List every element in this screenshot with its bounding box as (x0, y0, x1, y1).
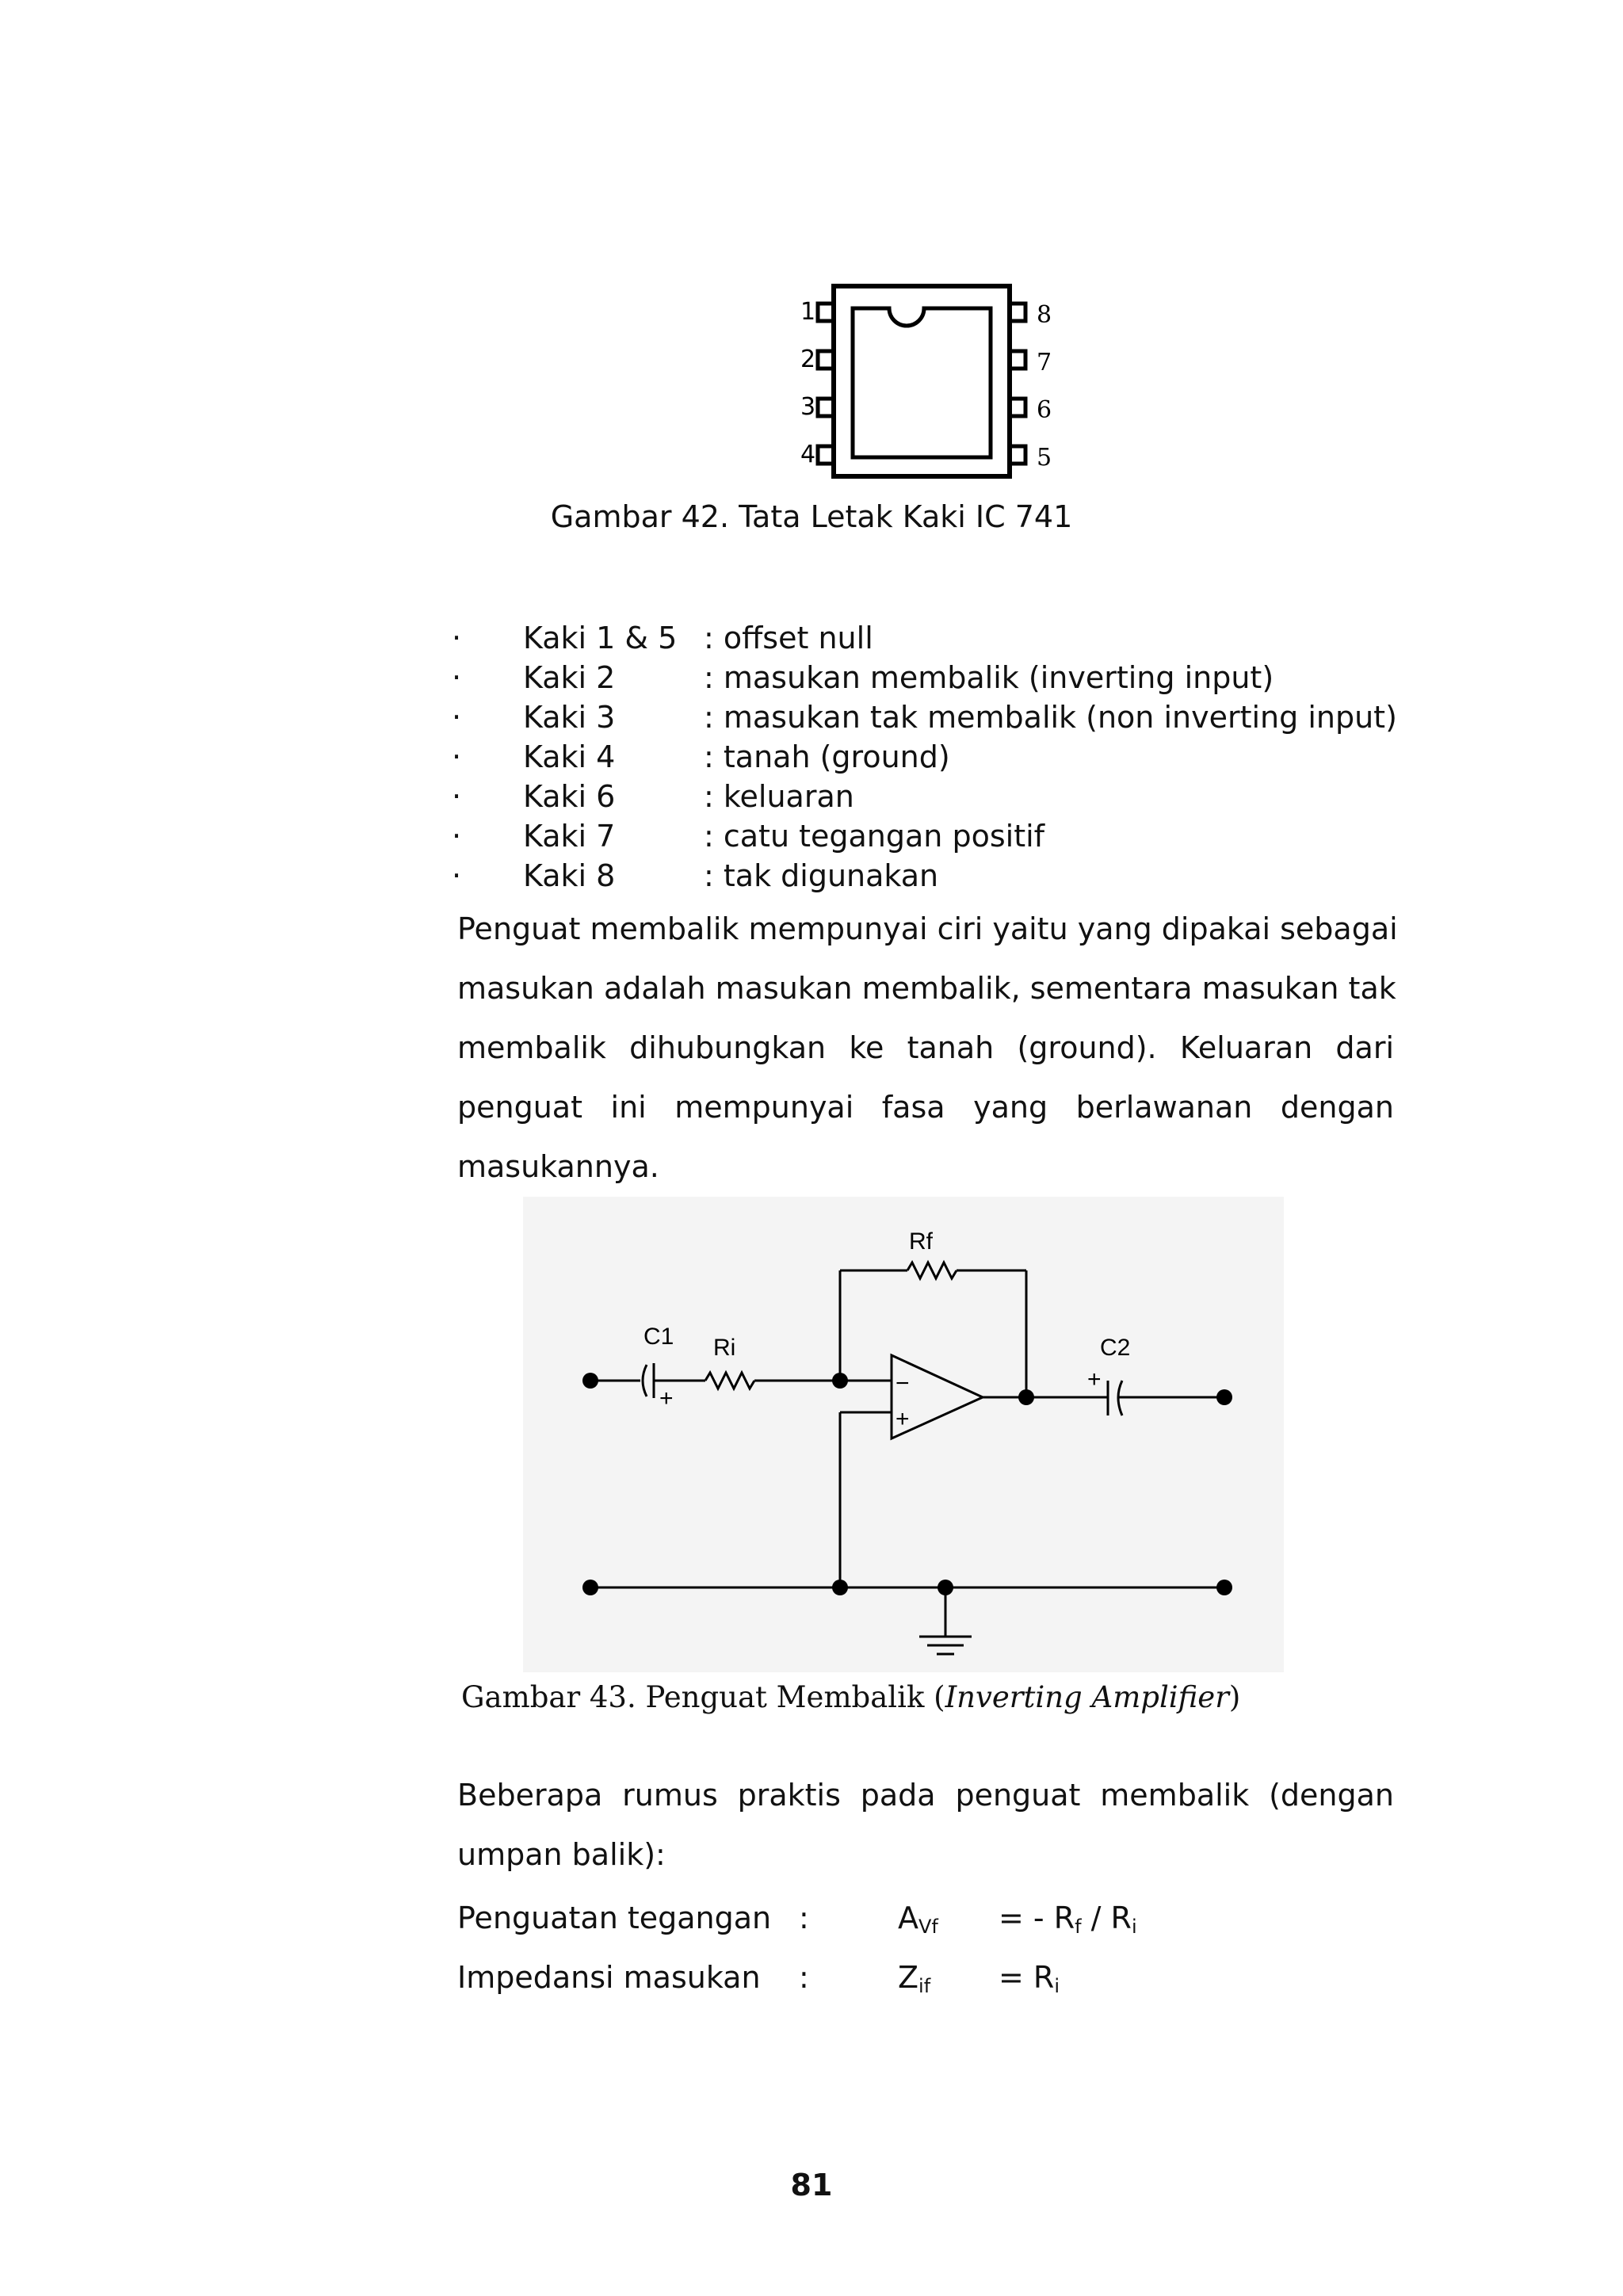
pin-label: Kaki 3 (523, 700, 616, 735)
formula-expression (999, 1898, 1137, 1946)
formula-symbol (898, 1958, 930, 2006)
pin-number-5: 5 (1037, 444, 1052, 472)
paragraph-line: umpan balik): (457, 1837, 666, 1872)
node-dot (832, 1580, 848, 1595)
bullet: · (452, 700, 462, 735)
inverting-amplifier-circuit (523, 1197, 1284, 1672)
pin-label: Kaki 6 (523, 779, 616, 814)
expr-subscript: f (1075, 1916, 1082, 1938)
pin-label: Kaki 7 (523, 819, 616, 854)
paragraph-formula-intro (457, 1766, 1394, 1885)
label-rf: Rf (909, 1228, 933, 1255)
caption-suffix: ) (1228, 1680, 1241, 1714)
formula-colon: : (799, 1960, 809, 1995)
pin-description: : masukan membalik (inverting input) (704, 660, 1274, 695)
pin-number-6: 6 (1037, 396, 1052, 424)
figure-43-caption (461, 1680, 1240, 1714)
node-dot (938, 1580, 953, 1595)
label-c1: C1 (643, 1324, 674, 1350)
label-c2-polarity: + (1087, 1366, 1102, 1392)
paragraph-line: Penguat membalik mempunyai ciri yaitu yang dipakai sebagai (457, 911, 1398, 946)
node-dot (1018, 1389, 1034, 1405)
caption-italic: Inverting Amplifier (945, 1680, 1229, 1714)
formula-label: Penguatan tegangan (457, 1901, 772, 1935)
expr-subscript: i (1054, 1975, 1060, 1997)
pin-number-4: 4 (800, 441, 816, 468)
pin-description: : masukan tak membalik (non inverting input) (704, 700, 1397, 735)
pin-number-1: 1 (800, 298, 816, 326)
formula-colon: : (799, 1901, 809, 1935)
formula-expression (999, 1958, 1060, 2006)
output-terminal (1216, 1389, 1232, 1405)
expr-part: / R (1081, 1901, 1132, 1935)
pin-number-2: 2 (800, 346, 816, 373)
pin-label: Kaki 1 & 5 (523, 621, 678, 655)
expr-part: = - R (999, 1901, 1075, 1935)
paragraph-line: penguat ini mempunyai fasa yang berlawanan dengan (457, 1090, 1394, 1125)
symbol-main: Z (898, 1960, 919, 1995)
paragraph-inverting-description (457, 900, 1398, 1197)
symbol-subscript: if (918, 1975, 931, 1997)
node-dot (832, 1373, 848, 1389)
pin-description: : tanah (ground) (704, 739, 950, 774)
expr-part: = R (999, 1960, 1055, 1995)
bullet: · (452, 660, 462, 695)
pin-description: : keluaran (704, 779, 854, 814)
pin-number-7: 7 (1037, 349, 1052, 376)
formula-label: Impedansi masukan (457, 1960, 761, 1995)
pin-description: : offset null (704, 621, 873, 655)
pin-label: Kaki 2 (523, 660, 616, 695)
resistor-ri (705, 1373, 754, 1389)
label-c1-polarity: + (659, 1385, 674, 1412)
pin-description: : catu tegangan positif (704, 819, 1045, 854)
caption-prefix: Gambar 43. Penguat Membalik ( (461, 1680, 945, 1714)
label-ri: Ri (713, 1335, 736, 1361)
bullet: · (452, 779, 462, 814)
paragraph-line: Beberapa rumus praktis pada penguat membalik (dengan (457, 1778, 1394, 1813)
ic-body-inner (853, 308, 991, 457)
capacitor-c1-curved-plate (643, 1365, 647, 1396)
ground-terminal-right (1216, 1580, 1232, 1595)
symbol-main: A (898, 1901, 918, 1935)
formula-symbol (898, 1898, 938, 1946)
label-c2: C2 (1100, 1335, 1131, 1361)
pin-number-8: 8 (1037, 301, 1052, 329)
pin-description: : tak digunakan (704, 858, 939, 893)
pin-label: Kaki 4 (523, 739, 616, 774)
bullet: · (452, 819, 462, 854)
ic-741-pinout-diagram (777, 273, 1078, 495)
paragraph-line: membalik dihubungkan ke tanah (ground). Keluaran dari (457, 1030, 1394, 1065)
pin-number-3: 3 (800, 393, 816, 421)
resistor-rf (907, 1263, 957, 1278)
expr-subscript: i (1131, 1916, 1137, 1938)
bullet: · (452, 621, 462, 655)
paragraph-line: masukannya. (457, 1149, 659, 1184)
pin-label: Kaki 8 (523, 858, 616, 893)
input-terminal (582, 1373, 598, 1389)
figure-42-caption: Gambar 42. Tata Letak Kaki IC 741 (550, 499, 1073, 534)
ground-terminal-left (582, 1580, 598, 1595)
label-inverting-input: − (896, 1370, 910, 1396)
bullet: · (452, 858, 462, 893)
paragraph-line: masukan adalah masukan membalik, sementara masukan tak (457, 971, 1396, 1006)
page-number: 81 (790, 2168, 833, 2202)
symbol-subscript: Vf (918, 1916, 938, 1938)
bullet: · (452, 739, 462, 774)
label-noninverting-input: + (896, 1406, 910, 1432)
